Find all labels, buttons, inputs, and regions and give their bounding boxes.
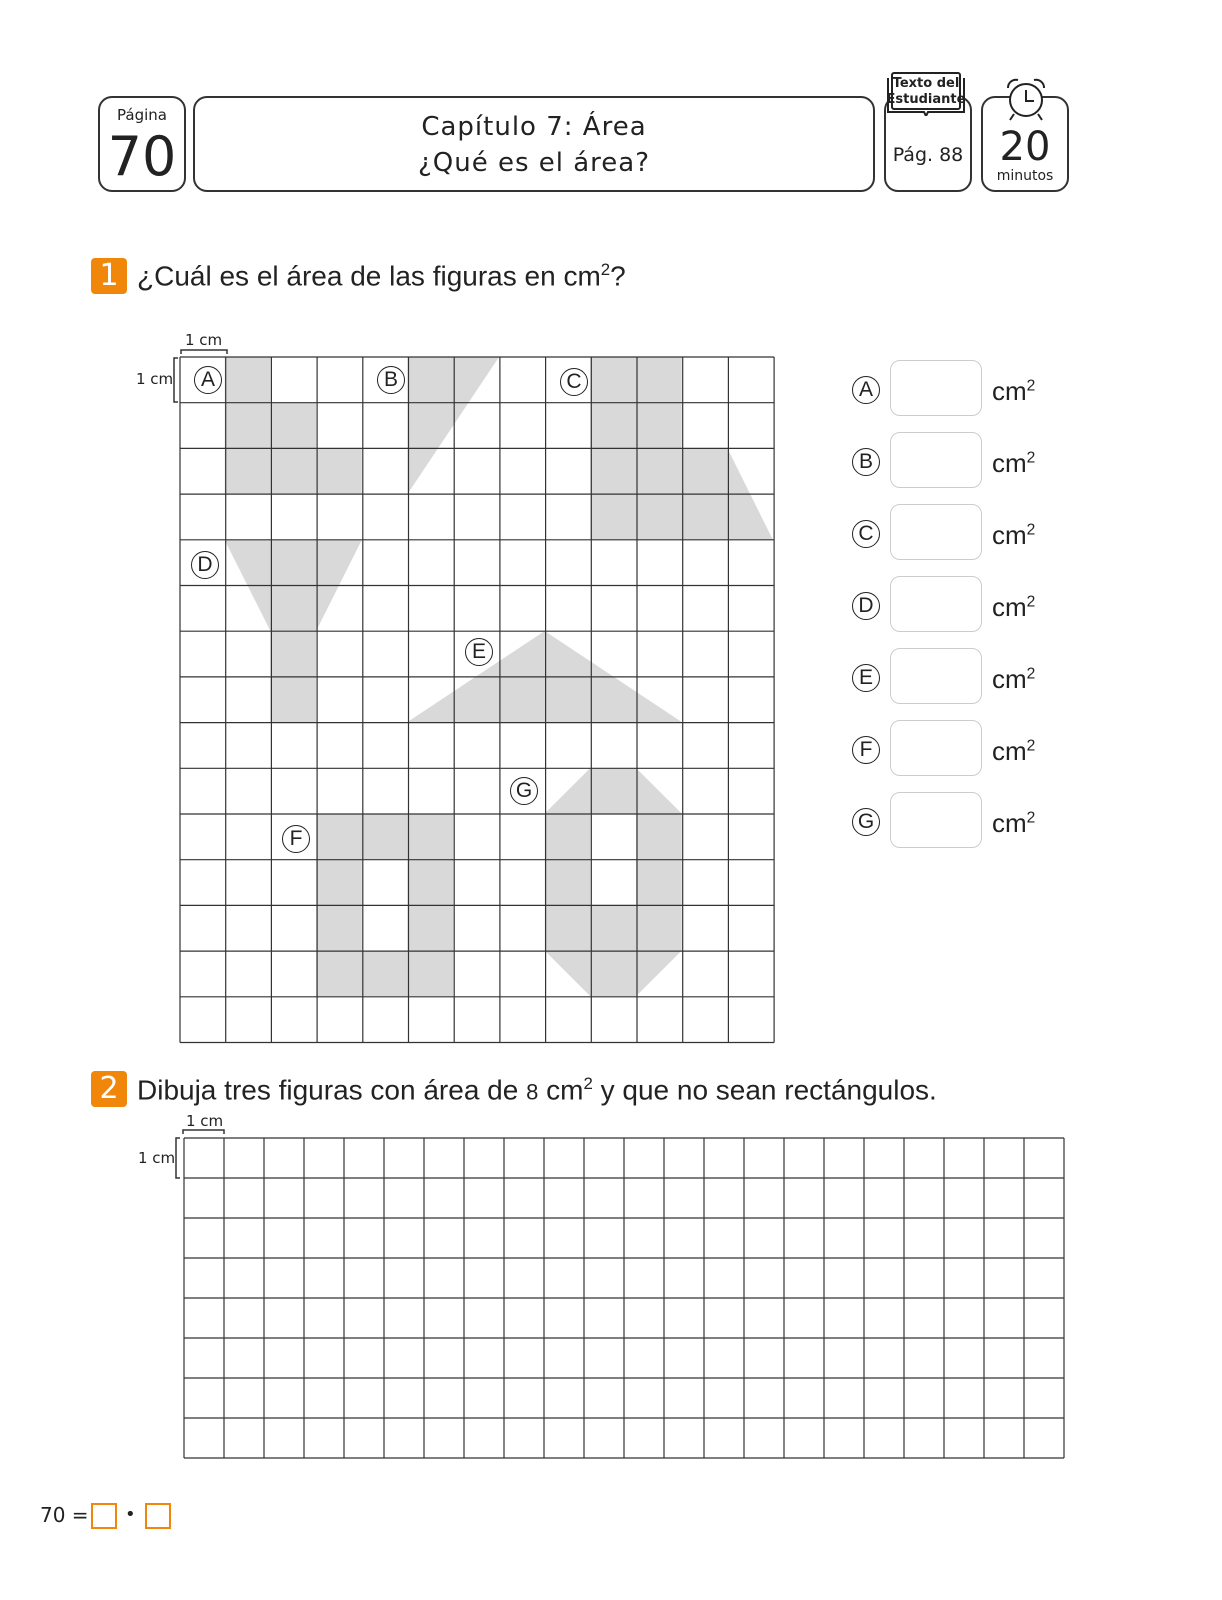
- title-box: [193, 96, 875, 192]
- question-1-badge: 1: [91, 258, 127, 294]
- time-unit: minutos: [996, 168, 1054, 184]
- answer-box-e[interactable]: [890, 648, 982, 704]
- question-2-badge: 2: [91, 1071, 127, 1107]
- answer-unit-f: [992, 736, 1035, 767]
- figure-label-a: A: [194, 366, 222, 394]
- question-1-sup: 2: [600, 260, 611, 279]
- answer-unit-text: cm: [992, 520, 1027, 550]
- page-number: 70: [107, 125, 177, 188]
- grid2-scale-top: 1 cm: [186, 1112, 224, 1130]
- answer-label-b: B: [852, 448, 880, 476]
- answer-unit-text: cm: [992, 592, 1027, 622]
- answer-label-f: F: [852, 736, 880, 764]
- answer-label-c: C: [852, 520, 880, 548]
- textbook-label-line2: Estudiante: [886, 92, 966, 107]
- answer-unit-a: [992, 376, 1035, 407]
- answer-box-g[interactable]: [890, 792, 982, 848]
- answer-label-d: D: [852, 592, 880, 620]
- answer-unit-sup: 2: [1026, 593, 1036, 611]
- figure-label-e: E: [465, 638, 493, 666]
- page-label: Página: [117, 106, 167, 124]
- time-value: 20: [999, 124, 1051, 170]
- question-2-sup: 2: [583, 1074, 593, 1093]
- answer-unit-d: [992, 592, 1035, 623]
- answer-unit-sup: 2: [1026, 737, 1036, 755]
- question-2-unit: cm: [538, 1074, 584, 1106]
- textbook-page: Pág. 88: [892, 144, 964, 166]
- figure-label-c: C: [560, 368, 588, 396]
- answer-label-g: G: [852, 808, 880, 836]
- answer-box-c[interactable]: [890, 504, 982, 560]
- textbook-label-line1: Texto del: [892, 76, 960, 91]
- book-icon: [886, 70, 966, 116]
- chapter-title: Capítulo 7: Área: [421, 112, 647, 142]
- answer-unit-text: cm: [992, 448, 1027, 478]
- grid1-scale-top: 1 cm: [185, 331, 223, 349]
- figure-a-part2: [316, 448, 362, 494]
- figure-label-f: F: [282, 825, 310, 853]
- question-2-end: y que no sean rectángulos.: [592, 1074, 937, 1106]
- footer-answer-box-1[interactable]: [91, 1503, 117, 1529]
- answer-unit-text: cm: [992, 664, 1027, 694]
- drawing-grid[interactable]: [183, 1137, 1065, 1461]
- figure-label-d: D: [191, 551, 219, 579]
- page-number-box: [98, 96, 186, 192]
- question-2-area-value: 8: [526, 1079, 539, 1105]
- question-1-end: ?: [610, 260, 626, 292]
- answer-box-f[interactable]: [890, 720, 982, 776]
- answer-unit-text: cm: [992, 808, 1027, 838]
- figure-label-b: B: [377, 366, 405, 394]
- footer-equation: 70 =: [40, 1503, 89, 1527]
- figures-grid: [179, 356, 777, 1046]
- figure-f-top: [316, 814, 453, 860]
- figure-b: [408, 357, 500, 494]
- footer-dot: •: [125, 1504, 136, 1525]
- figure-a: [225, 357, 271, 494]
- footer-answer-box-2[interactable]: [145, 1503, 171, 1529]
- answer-unit-sup: 2: [1026, 377, 1036, 395]
- grid1-scale-left: 1 cm: [136, 370, 174, 388]
- figure-g: [545, 768, 682, 996]
- answer-unit-c: [992, 520, 1035, 551]
- answer-unit-sup: 2: [1026, 809, 1036, 827]
- question-2-text: [137, 1074, 937, 1106]
- answer-unit-sup: 2: [1026, 521, 1036, 539]
- answer-label-a: A: [852, 376, 880, 404]
- answer-unit-g: [992, 808, 1035, 839]
- question-1-text: [137, 260, 626, 292]
- figure-label-g: G: [510, 777, 538, 805]
- question-1-prompt: ¿Cuál es el área de las figuras en cm: [137, 260, 601, 292]
- answer-unit-text: cm: [992, 376, 1027, 406]
- question-2-prompt: Dibuja tres figuras con área de: [137, 1074, 527, 1106]
- answer-unit-text: cm: [992, 736, 1027, 766]
- alarm-clock-icon: [1002, 74, 1050, 122]
- answer-label-e: E: [852, 664, 880, 692]
- answer-unit-sup: 2: [1026, 665, 1036, 683]
- answer-box-d[interactable]: [890, 576, 982, 632]
- answer-box-a[interactable]: [890, 360, 982, 416]
- figure-f-bottom: [316, 951, 453, 997]
- lesson-subtitle: ¿Qué es el área?: [417, 148, 651, 178]
- answer-unit-e: [992, 664, 1035, 695]
- grid2-scale-left: 1 cm: [138, 1149, 176, 1167]
- answer-unit-b: [992, 448, 1035, 479]
- answer-unit-sup: 2: [1026, 449, 1036, 467]
- answer-box-b[interactable]: [890, 432, 982, 488]
